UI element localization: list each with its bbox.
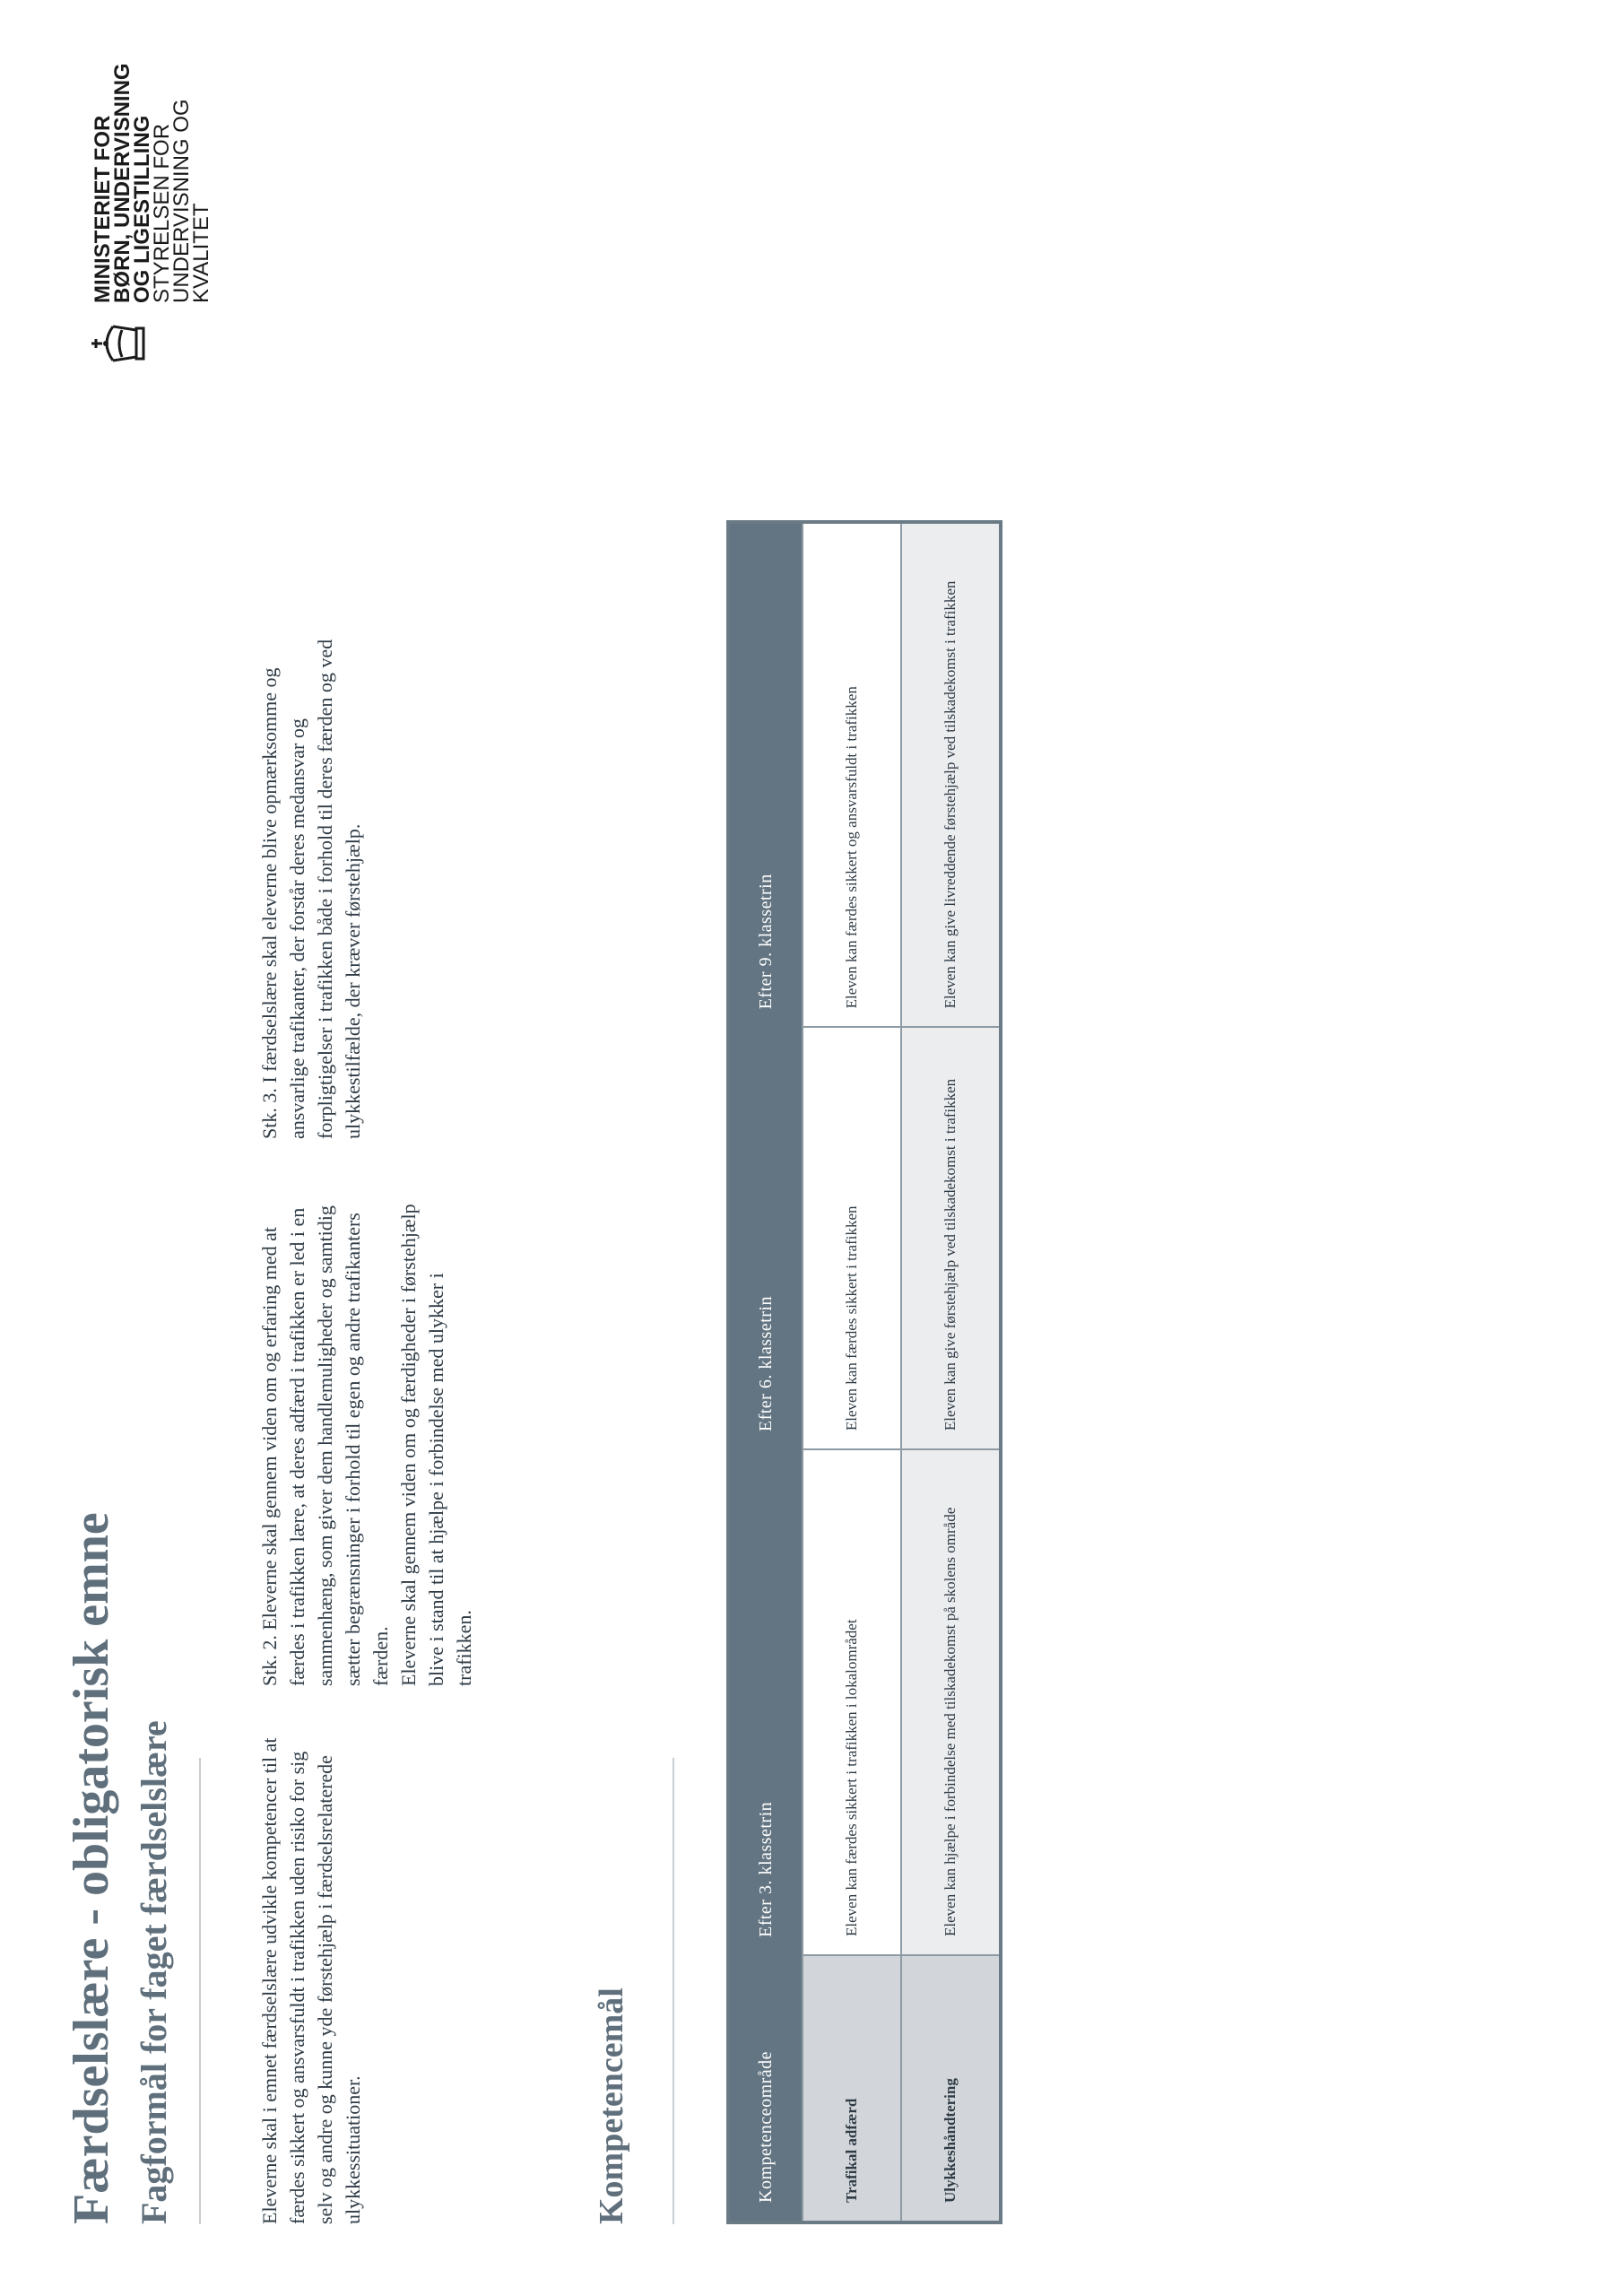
stk3-paragraph: Stk. 3. I færdselslære skal eleverne blive opmærksomme og ansvarlige trafikanter, der forstår deres medansvar og forpligtigelser i trafikken både i forhold til deres færden og ved ulykkestilfælde, der kræver førstehjælp.: [258, 639, 364, 1139]
table-cell: Eleven kan færdes sikkert og ansvarsfuldt i trafikken: [803, 522, 901, 1027]
column-header: Kompetenceområde: [728, 1955, 803, 2222]
column-header: Efter 9. klassetrin: [728, 522, 803, 1027]
logo-line: OG LIGESTILLING: [130, 115, 154, 303]
ministry-logo: [54, 27, 269, 368]
table-row: [803, 522, 901, 2222]
column-header: Efter 3. klassetrin: [728, 1449, 803, 1955]
divider: [673, 1758, 674, 2224]
logo-line: BØRN, UNDERVISNING: [110, 63, 135, 303]
purpose-paragraph: Eleverne skal i emnet færdselslære udvikle kompetencer til at færdes sikkert og ansvarsfuldt i trafikken uden risiko for sig selv og andre og kunne yde førstehjælp i færdselsrelaterede ulykkessituationer.: [258, 1737, 364, 2224]
table-row: [901, 522, 1001, 2222]
logo-text: [93, 27, 212, 303]
page-subtitle: Fagformål for faget færdselslære: [134, 1720, 174, 2224]
logo-line: UNDERVISNING OG KVALITET: [169, 99, 213, 303]
competence-table: [726, 520, 1002, 2224]
table-header-row: [728, 522, 803, 2222]
page-title: Færdselslære - obligatorisk emne: [64, 1512, 119, 2224]
logo-line: MINISTERIET FOR: [91, 115, 115, 303]
section-title: Kompetencemål: [593, 1987, 630, 2224]
table-cell: Eleven kan give førstehjælp ved tilskadekomst i trafikken: [901, 1027, 1001, 1449]
divider: [199, 1758, 201, 2224]
competence-area: Ulykkeshåndtering: [901, 1955, 1001, 2222]
table-cell: Eleven kan hjælpe i forbindelse med tilskadekomst på skolens område: [901, 1449, 1001, 1955]
intro-column-1: [256, 1722, 367, 2224]
competence-area: Trafikal adfærd: [803, 1955, 901, 2222]
stk2-continued-paragraph: Eleverne skal gennem viden om og færdigheder i førstehjælp blive i stand til at hjælpe i forbindelse med ulykker i trafikken.: [397, 1204, 475, 1686]
stk2-paragraph: Stk. 2. Eleverne skal gennem viden om og erfaring med at færdes i trafikken lære, at deres adfærd i trafikken er led i en sammenhæng, som giver dem handlemuligheder og samtidig sætter begrænsninger i forhold til egen og andre trafikanters færden.: [258, 1205, 392, 1686]
logo-line: STYRELSEN FOR: [150, 123, 174, 303]
intro-column-2: [256, 1193, 478, 1686]
intro-column-3: [256, 637, 367, 1139]
crown-icon: [90, 319, 149, 368]
table-cell: Eleven kan færdes sikkert i trafikken i lokalområdet: [803, 1449, 901, 1955]
table-cell: Eleven kan give livreddende førstehjælp ved tilskadekomst i trafikken: [901, 522, 1001, 1027]
column-header: Efter 6. klassetrin: [728, 1027, 803, 1449]
table-cell: Eleven kan færdes sikkert i trafikken: [803, 1027, 901, 1449]
